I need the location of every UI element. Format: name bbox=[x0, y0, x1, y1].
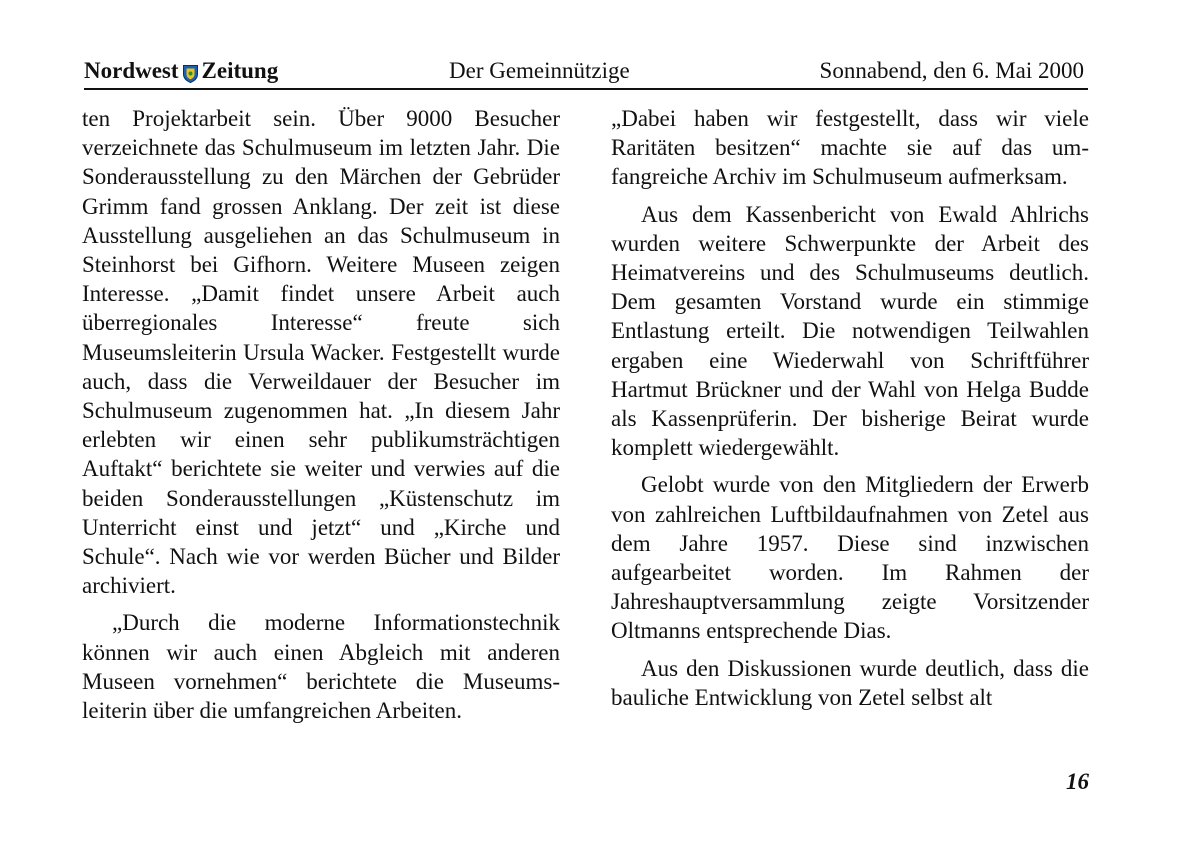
paragraph: Aus dem Kassenbericht von Ewald Ahlrichs wurden weitere Schwerpunkte der Arbeit des Heimatvereins und des Schulmuseums deutlich. Dem gesamten Vorstand wurde ein stimmige Entlastung erteilt. Die notwendigen Teilwahlen ergaben eine Wiederwahl von Schriftführer Hartmut Brückner und der Wahl von Helga Budde als Kassenprüferin. Der bisherige Beirat wurde komplett wiedergewählt. bbox=[611, 201, 1089, 461]
masthead-left-word: Nordwest bbox=[84, 58, 179, 83]
page-header bbox=[84, 58, 1088, 90]
crest-icon bbox=[183, 63, 198, 81]
page-number: 16 bbox=[1066, 769, 1089, 794]
newspaper-masthead bbox=[84, 58, 278, 84]
paragraph: Gelobt wurde von den Mitgliedern der Erwerb von zahlreichen Luftbildaufnahmen von Zetel aus dem Jahre 1957. Diese sind inzwischen aufgearbeitet worden. Im Rahmen der Jahreshauptversammlung zeigte Vorsitzender Oltmanns entsprechende Dias. bbox=[611, 472, 1089, 644]
paragraph: Aus den Diskussionen wurde deutlich, dass die bauliche Entwicklung von Zetel selbst alt bbox=[611, 655, 1089, 710]
paragraph: „Dabei haben wir festgestellt, dass wir viele Raritäten besitzen“ machte sie auf das umfangreiche Archiv im Schulmuseum aufmerksam. bbox=[611, 106, 1089, 190]
masthead-right-word: Zeitung bbox=[201, 58, 279, 83]
issue-date: Sonnabend, den 6. Mai 2000 bbox=[819, 58, 1084, 83]
paragraph: ten Projektarbeit sein. Über 9000 Besucher verzeichnete das Schulmuseum im letzten Jahr. Die Sonderausstellung zu den Märchen der Gebrüder Grimm fand grossen Anklang. Der zeit ist diese Ausstellung ausgeliehen an das Schulmuseum in Steinhorst bei Gifhorn. Weitere Museen zeigen Interesse. „Damit findet unsere Arbeit auch überregionales Interesse“ freute sich Museumsleiterin Ursula Wacker. Festgestellt wurde auch, dass die Verweildauer der Besucher im Schulmuseum zugenommen hat. „In diesem Jahr erlebten wir einen sehr publikumsträchtigen Auftakt“ berichtete sie weiter und verwies auf die beiden Sonderausstellungen „Küstenschutz im Unterricht einst und jetzt“ und „Kirche und Schule“. Nach wie vor werden Bücher und Bilder archiviert. bbox=[82, 106, 560, 599]
paragraph: „Durch die moderne Informationstechnik können wir auch einen Abgleich mit anderen Museen vornehmen“ berichtete die Museumsleiterin über die umfangreichen Arbeiten. bbox=[82, 610, 560, 724]
right-column bbox=[611, 104, 1089, 712]
left-column bbox=[82, 104, 560, 725]
publication-title: Der Gemeinnützige bbox=[449, 58, 630, 83]
